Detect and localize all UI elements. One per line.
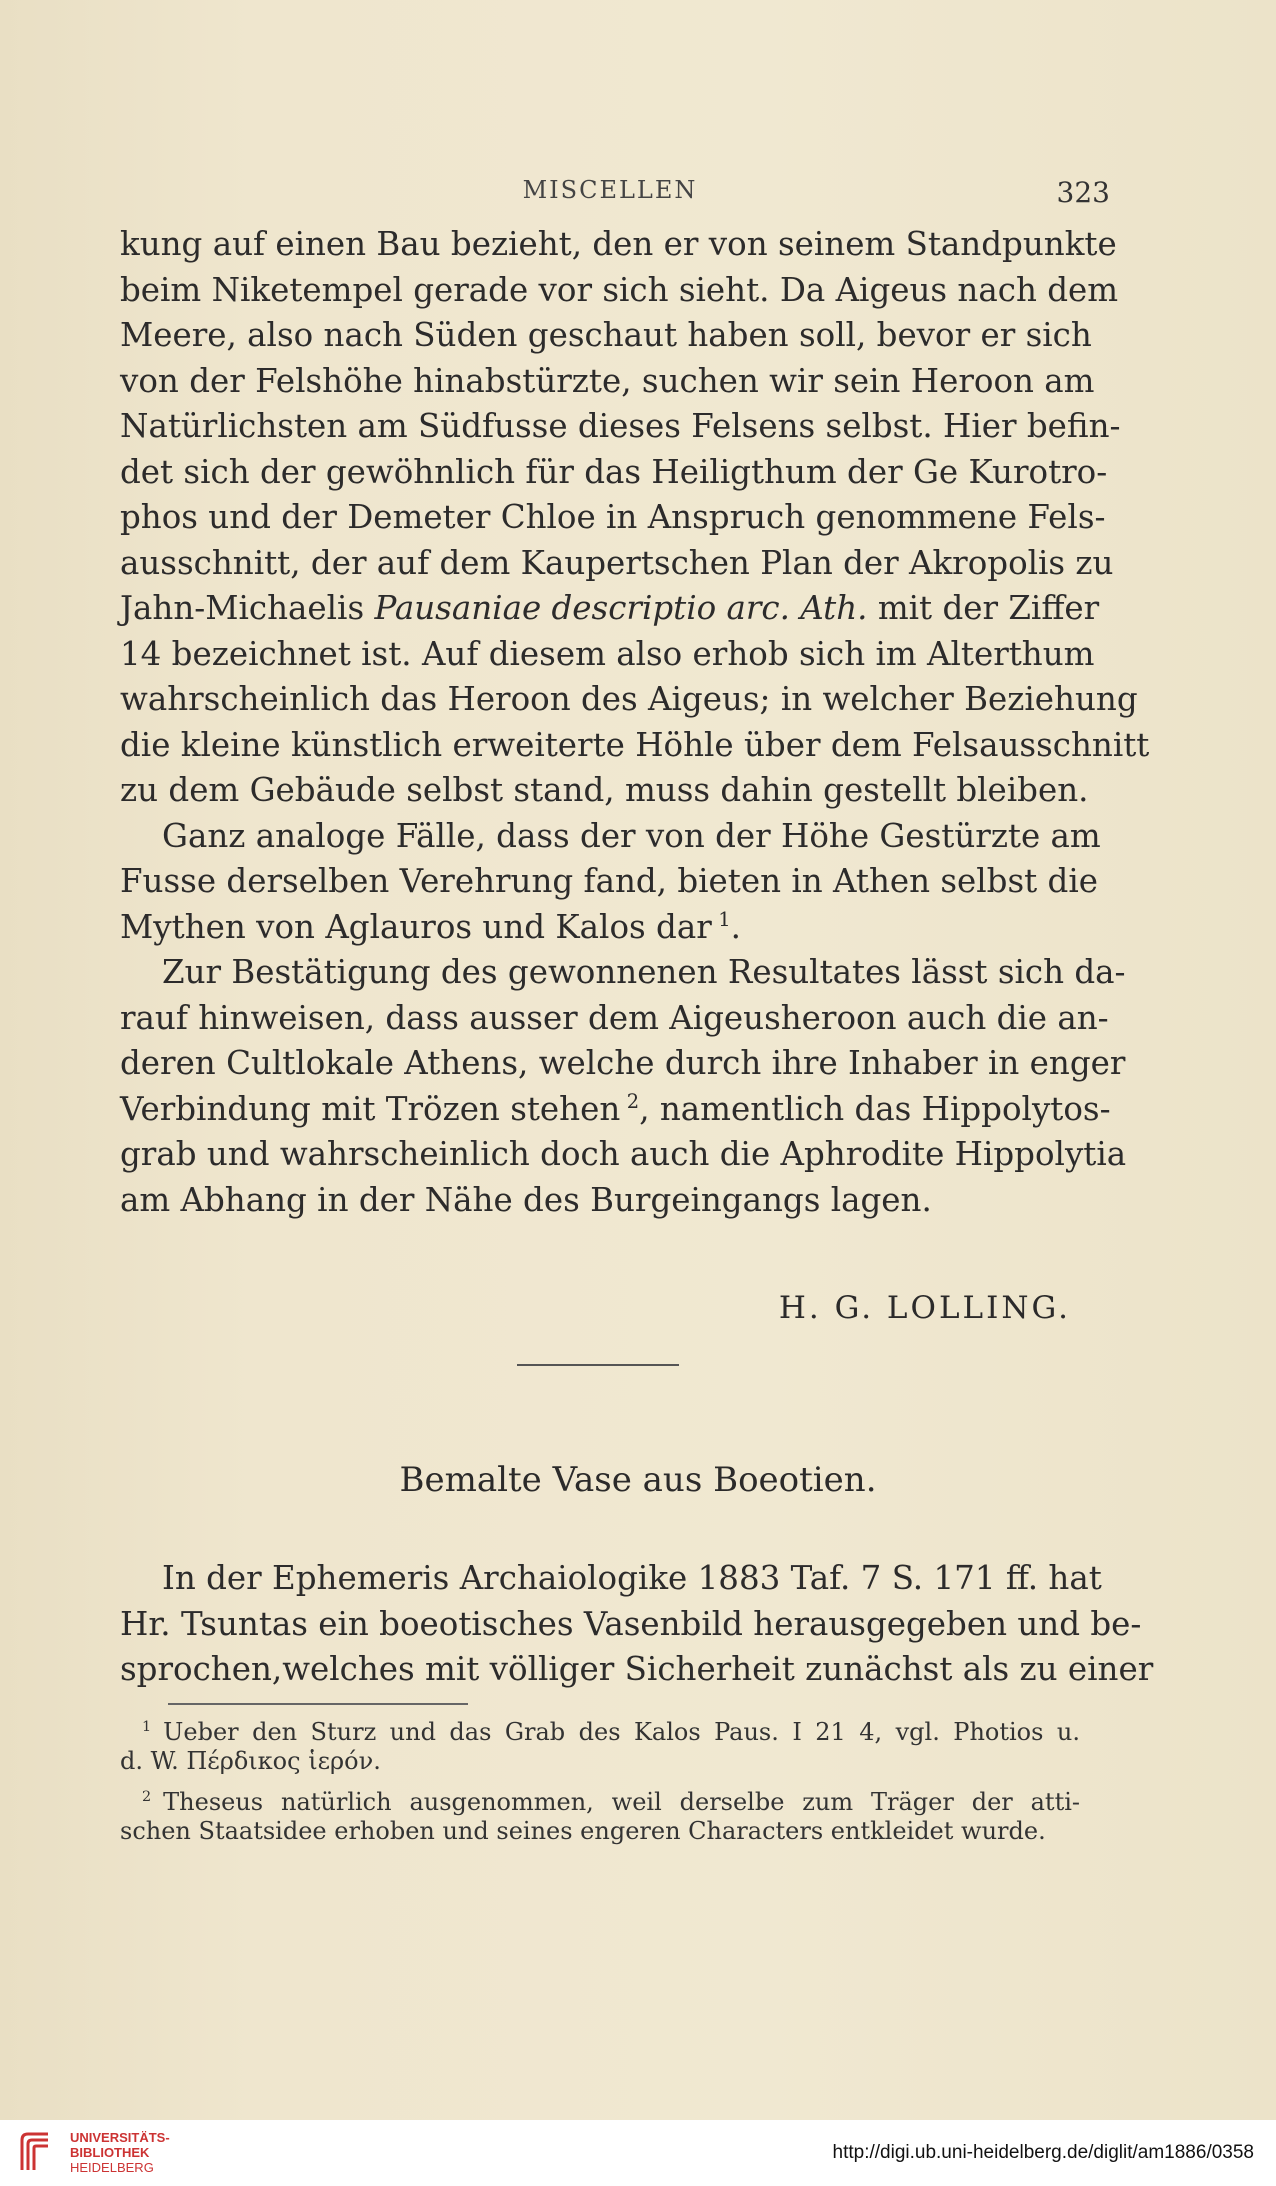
text-line: phos und der Demeter Chloe in Anspruch genommene Fels- <box>120 498 1106 536</box>
text-line: beim Niketempel gerade vor sich sieht. Da Aigeus nach dem <box>120 270 1119 309</box>
text-line: zu dem Gebäude selbst stand, muss dahin gestellt bleiben. <box>120 771 1089 809</box>
running-title: MISCELLEN <box>522 176 698 204</box>
article-body <box>120 222 1150 1223</box>
text-segment: . <box>730 907 742 946</box>
text-segment: mit der Ziffer <box>867 589 1100 627</box>
text-line: grab und wahrscheinlich doch auch die Aphrodite Hippolytia <box>120 1135 1127 1173</box>
footnote-line: d. W. Πέρδικος ἱερόν. <box>120 1747 381 1775</box>
text-segment: Jahn-Michaelis <box>120 589 375 627</box>
text-line: die kleine künstlich erweiterte Höhle über dem Felsausschnitt <box>120 725 1150 764</box>
text-segment: , namentlich das Hippolytos- <box>639 1089 1111 1128</box>
text-line: sprochen,welches mit völliger Sicherheit zunächst als zu einer <box>120 1650 1154 1688</box>
library-footer <box>0 2120 1276 2186</box>
text-line: ausschnitt, der auf dem Kaupertschen Plan der Akropolis zu <box>120 543 1114 582</box>
footnote <box>120 1718 1080 1776</box>
text-segment: Verbindung mit Trözen stehen <box>120 1089 621 1128</box>
text-line: 14 bezeichnet ist. Auf diesem also erhob sich im Alterthum <box>120 634 1095 673</box>
text-line: Hr. Tsuntas ein boeotisches Vasenbild herausgegeben und be- <box>120 1604 1142 1643</box>
footnote-line: schen Staatsidee erhoben und seines engeren Characters entkleidet wurde. <box>120 1817 1046 1845</box>
footnote-divider <box>168 1703 468 1705</box>
footnote-ref[interactable]: 1 <box>718 907 731 931</box>
footnote-ref[interactable]: 2 <box>626 1089 640 1113</box>
text-line: In der Ephemeris Archaiologike 1883 Taf. 7 S. 171 ff. hat <box>162 1559 1102 1597</box>
text-segment: Theseus natürlich ausgenommen, weil derselbe zum Träger der atti- <box>163 1788 1080 1816</box>
footnote-line <box>120 1718 1080 1747</box>
footnote-number: 2 <box>142 1789 152 1805</box>
institution-line: BIBLIOTHEK <box>70 2145 150 2160</box>
footnote-number: 1 <box>142 1719 152 1735</box>
paragraph-3 <box>120 950 1127 1223</box>
text-line: am Abhang in der Nähe des Burgeingangs lagen. <box>120 1180 932 1219</box>
text-line: Fusse derselben Verehrung fand, bieten in Athen selbst die <box>120 862 1098 900</box>
footnote-line <box>120 1788 1080 1817</box>
source-url-link[interactable]: http://digi.ub.uni-heidelberg.de/diglit/am1886/0358 <box>832 2142 1254 2163</box>
text-line: det sich der gewöhnlich für das Heiligthum der Ge Kurotro- <box>120 452 1108 491</box>
italic-title: Pausaniae descriptio arc. Ath. <box>374 589 868 627</box>
text-line: Zur Bestätigung des gewonnenen Resultates lässt sich da- <box>162 953 1126 991</box>
text-line: wahrscheinlich das Heroon des Aigeus; in welcher Beziehung <box>120 680 1138 718</box>
institution-line: HEIDELBERG <box>70 2160 154 2175</box>
text-line: Natürlichsten am Südfusse dieses Felsens selbst. Hier befin- <box>120 407 1121 445</box>
paragraph-4 <box>120 1556 1154 1693</box>
running-head <box>120 176 1110 216</box>
text-line: rauf hinweisen, dass ausser dem Aigeusheroon auch die an- <box>120 998 1109 1037</box>
text-line: Ganz analoge Fälle, dass der von der Höhe Gestürzte am <box>162 816 1101 855</box>
library-logo-icon <box>18 2130 54 2176</box>
section-body <box>120 1556 1154 1693</box>
page-number: 323 <box>1056 176 1110 209</box>
text-line: kung auf einen Bau bezieht, den er von seinem Standpunkte <box>120 225 1117 263</box>
text-line: deren Cultlokale Athens, welche durch ihre Inhaber in enger <box>120 1044 1126 1082</box>
paragraph-1 <box>120 222 1150 814</box>
paragraph-2 <box>120 814 1101 951</box>
text-segment: Mythen von Aglauros und Kalos dar <box>120 907 712 946</box>
author-signature: H. G. LOLLING. <box>778 1290 1071 1326</box>
institution-line: UNIVERSITÄTS- <box>70 2130 170 2145</box>
text-line: Meere, also nach Süden geschaut haben soll, bevor er sich <box>120 316 1092 354</box>
footnotes <box>120 1718 1080 1858</box>
section-divider <box>517 1364 679 1366</box>
text-segment: Ueber den Sturz und das Grab des Kalos Paus. I 21 4, vgl. Photios u. <box>163 1718 1080 1746</box>
text-line <box>120 1087 1111 1133</box>
institution-name <box>70 2130 170 2175</box>
text-line <box>120 586 1100 632</box>
text-line: von der Felshöhe hinabstürzte, suchen wir sein Heroon am <box>120 361 1095 400</box>
footnote <box>120 1788 1080 1846</box>
section-title: Bemalte Vase aus Boeotien. <box>399 1460 877 1500</box>
text-line <box>120 905 1090 951</box>
